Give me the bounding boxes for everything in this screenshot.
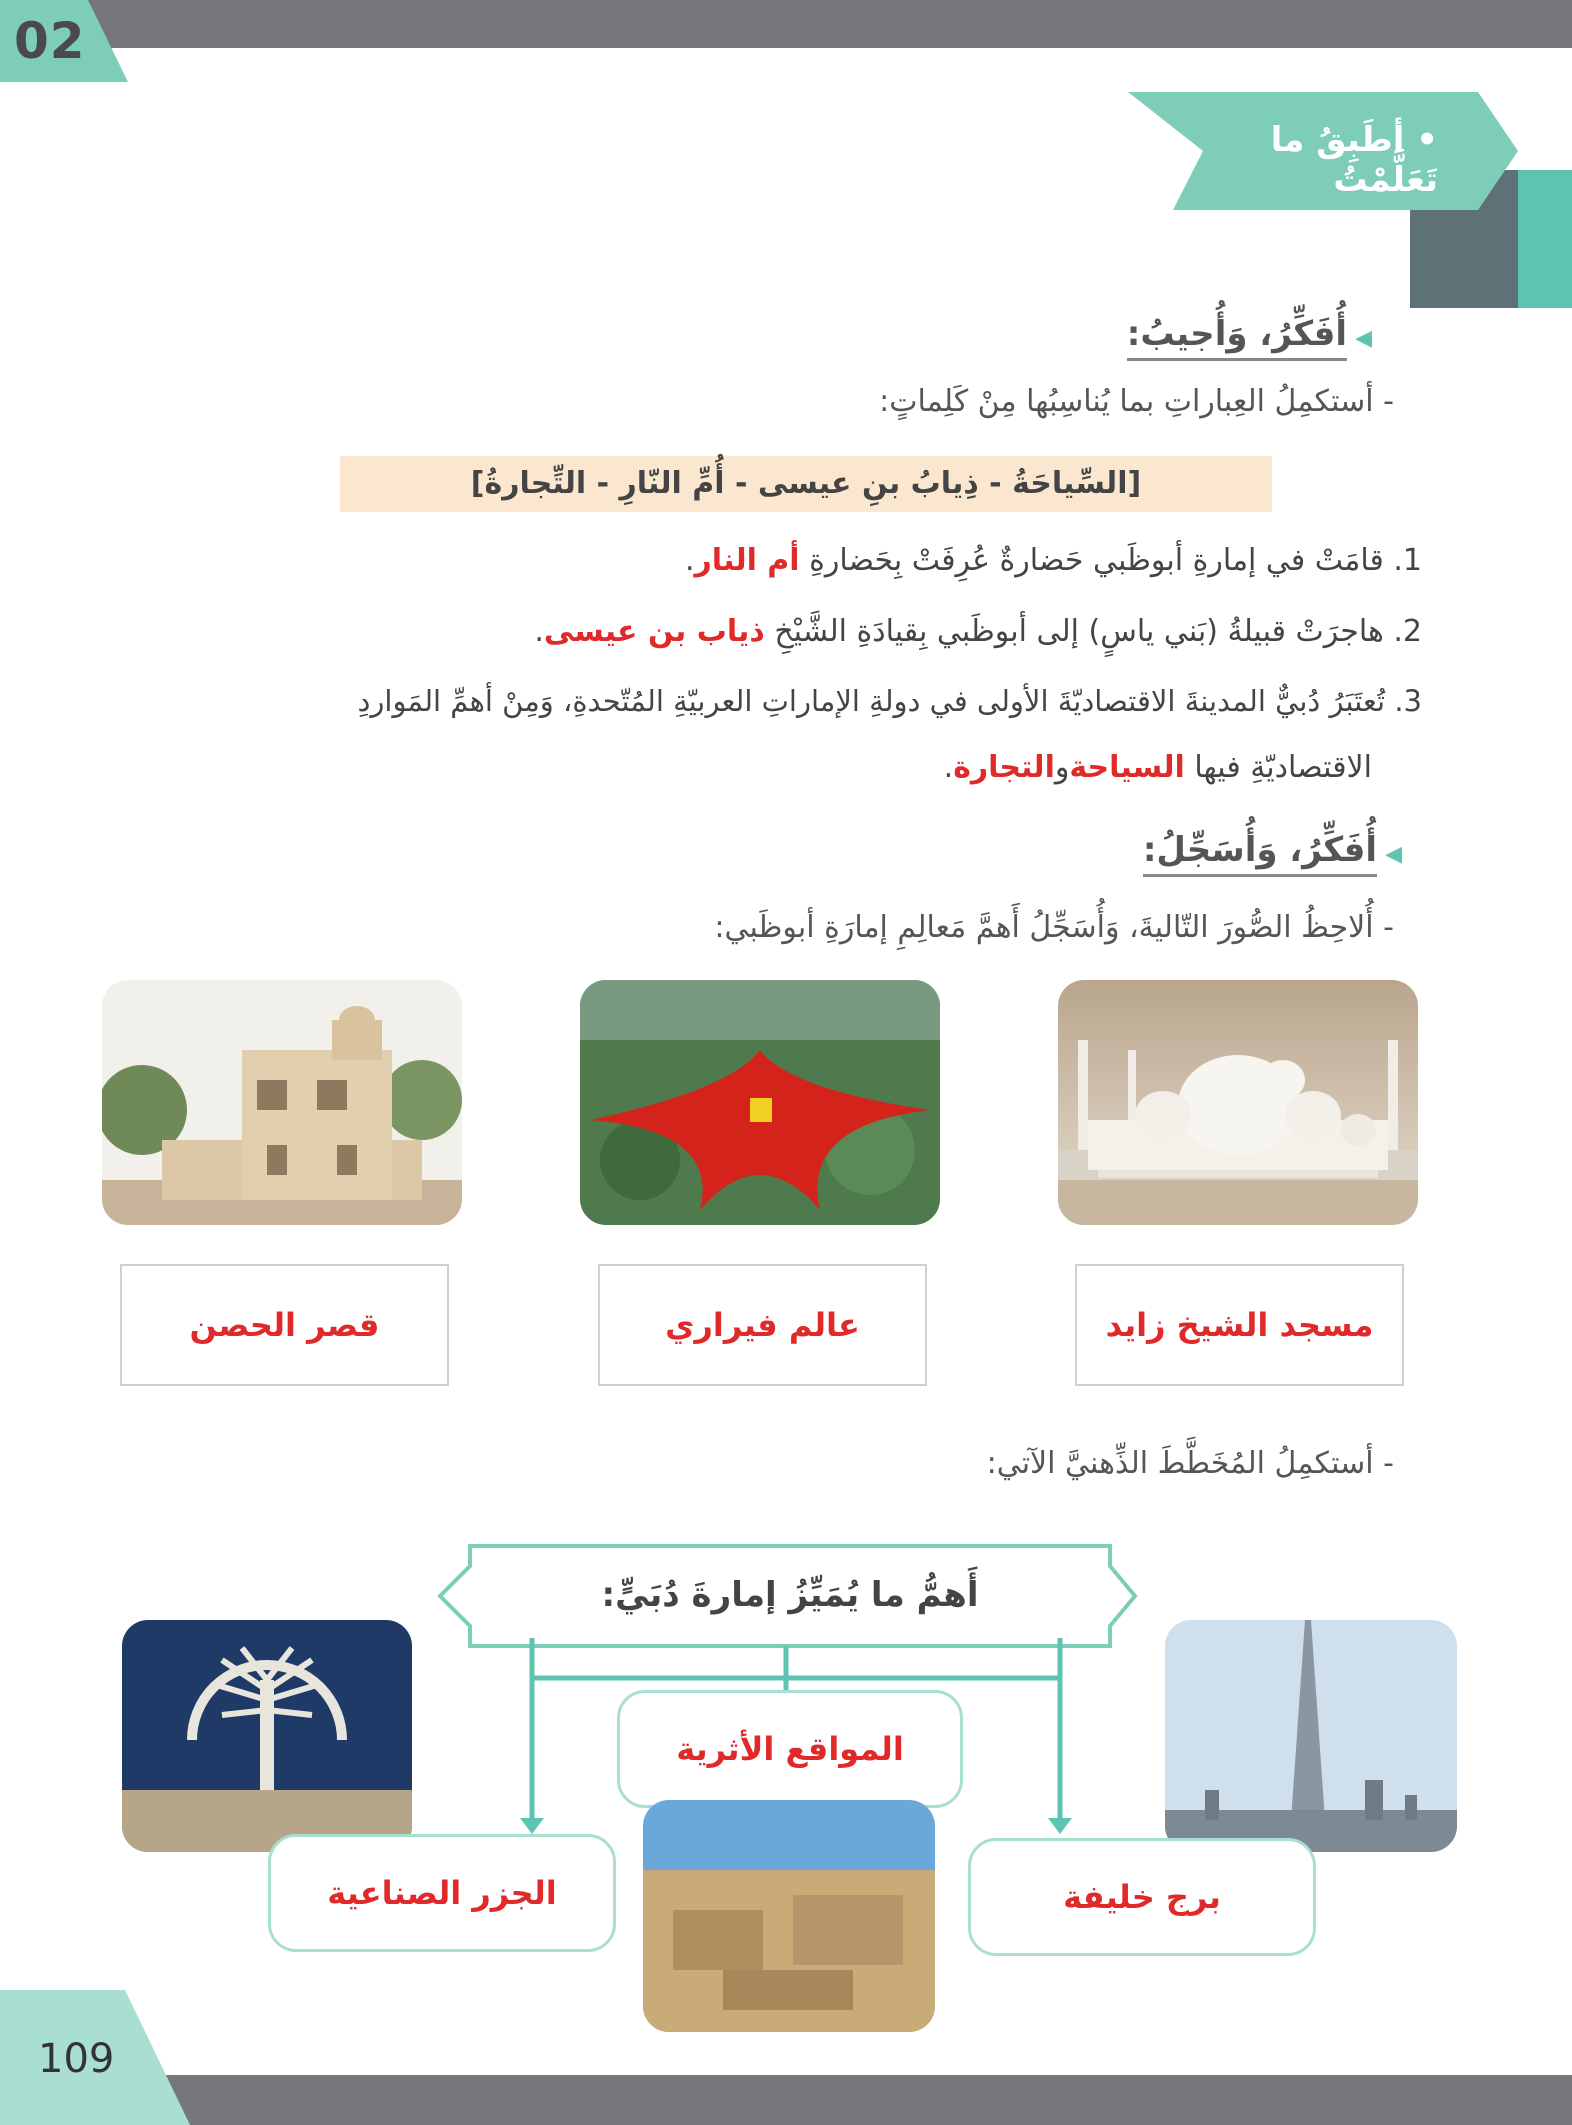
heading-think-record: ◀أُفَكِّرُ، وَأُسَجِّلُ: (1143, 830, 1402, 870)
landmark-label-qasr: قصر الحصن (120, 1264, 449, 1386)
chapter-number: 02 (14, 12, 86, 70)
qasr-al-hosn-photo (102, 980, 462, 1225)
section-title: • أطَبِقُ ما تَعَلَّمْتُ (1270, 120, 1438, 200)
bottom-bar (0, 2075, 1572, 2125)
question-3-line2: الاقتصاديّةِ فيها السياحةوالتجارة. (943, 750, 1372, 785)
answer-3a: السياحة (1069, 750, 1185, 785)
mosque-photo (1058, 980, 1418, 1225)
ribbon-edge (1518, 170, 1572, 308)
instruction-observe: - أُلاحِظُ الصُّورَ التّاليةَ، وَأُسَجِّلُ أَهمَّ مَعالِمِ إمارَةِ أبوظَبي: (714, 910, 1394, 945)
answer-2: ذياب بن عيسى (543, 614, 765, 649)
landmark-label-ferrari: عالم فيراري (598, 1264, 927, 1386)
triangle-bullet-icon: ◀ (1355, 326, 1372, 351)
word-bank: [السِّياحَةُ - ذِيابُ بنِ عيسى - أُمِّ النّارِ - التِّجارةُ] (340, 456, 1272, 512)
question-2: 2. هاجرَتْ قبيلةُ (بَني ياسٍ) إلى أبوظَبي بِقيادَةِ الشَّيْخِ ذياب بن عيسى. (534, 614, 1422, 649)
page-number: 109 (38, 2036, 115, 2082)
top-bar (0, 0, 1572, 48)
triangle-bullet-icon: ◀ (1385, 842, 1402, 867)
landmark-label-mosque: مسجد الشيخ زايد (1075, 1264, 1404, 1386)
answer-3b: التجارة (953, 750, 1055, 785)
instruction-mindmap: - أستكمِلُ المُخَطَّطَ الذِّهنيَّ الآتي: (986, 1446, 1394, 1481)
ferrari-world-photo (580, 980, 940, 1225)
instruction-complete: - أستكمِلُ العِباراتِ بما يُناسِبُها مِنْ كَلِماتٍ: (879, 384, 1394, 419)
archaeological-site-photo (643, 1800, 935, 2032)
mindmap-title: أَهمُّ ما يُمَيِّزُ إمارةَ دُبَيٍّ: (601, 1575, 979, 1615)
question-1: 1. قامَتْ في إمارةِ أبوظَبي حَضارةٌ عُرِفَتْ بِحَضارةِ أم النار. (684, 543, 1422, 578)
palm-island-photo (122, 1620, 412, 1852)
burj-khalifa-photo (1165, 1620, 1457, 1852)
mindmap-node-burj: برج خليفة (968, 1838, 1316, 1956)
answer-1: أم النار (694, 543, 800, 578)
question-3: 3. تُعتَبَرُ دُبيٌّ المدينةَ الاقتصاديّةَ الأولى في دولةِ الإماراتِ العربيّةِ المُتّحدةِ، وَمِنْ أهمِّ المَواردِ (357, 684, 1422, 718)
mindmap-node-islands: الجزر الصناعية (268, 1834, 616, 1952)
mindmap-node-archaeological: المواقع الأثرية (617, 1690, 963, 1808)
heading-think-answer: ◀أُفَكِّرُ، وَأُجيبُ: (1127, 314, 1372, 354)
